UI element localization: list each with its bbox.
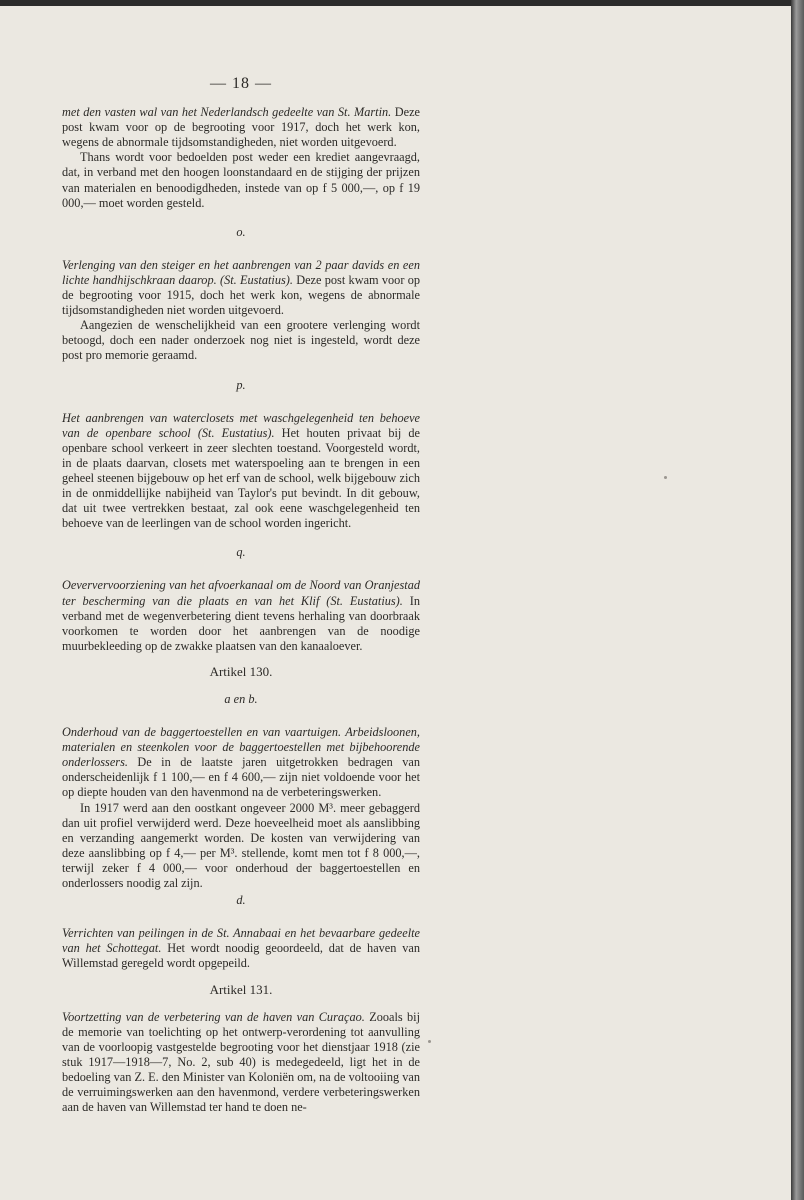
section-label-p: p. xyxy=(236,377,246,392)
italic-heading: Oeververvoorziening van het afvoerkanaal om de Noord van Oranjestad ter bescherming van die plaats en van het Klif (St. Eustatius). xyxy=(62,578,420,608)
italic-heading: met den vasten wal van het Nederlandsch gedeelte van St. Martin. xyxy=(62,105,392,120)
section-label-q: q. xyxy=(236,545,246,560)
paragraph-text: Het houten privaat bij de openbare school verkeert in zeer slechten toestand. Voorgesteld wordt, in de plaats daarvan, closets met waterspoeling aan te brengen in een geheel steenen bijgebouw op het erf van de school, welk bijgebouw zich in de onmiddellijke nabijheid van Taylor's put bevindt. In dit gebouw, dat uit twee vertrekken bestaat, zal ook eene waschgelegenheid ten behoeve van de leerlingen van de school worden ingericht. xyxy=(62,425,420,531)
paragraph xyxy=(62,1010,420,1116)
article-heading: Artikel 131. xyxy=(209,981,273,997)
italic-heading: Verlenging van den steiger en het aanbrengen van 2 paar davids en een lichte handhijschkraan daarop. (St. Eustatius). xyxy=(62,257,420,287)
paragraph xyxy=(62,105,420,150)
paragraph xyxy=(62,258,420,318)
section-label-o: o. xyxy=(236,224,246,239)
paragraph: In 1917 werd aan den oostkant ongeveer 2000 M³. meer gebaggerd dan uit profiel verwijderd werd. Deze hoeveelheid moet als aanslibbing en verzanding aangemerkt worden. De kosten van verwijdering van deze aanslibbing op f 4,— per M³. stellende, komt men tot f 8 000,—, terwijl zeker f 4 000,— voor onderhoud der baggertoestellen en onderlossers noodig zal zijn. xyxy=(62,800,420,891)
article-heading: Artikel 130. xyxy=(209,663,273,679)
scanner-edge xyxy=(791,0,804,1200)
paper-speck xyxy=(664,476,667,479)
italic-heading: Voortzetting van de verbetering van de haven van Curaçao. xyxy=(62,1009,365,1024)
document-page xyxy=(0,6,793,1200)
paragraph xyxy=(62,578,420,653)
paragraph-text: Het wordt noodig geoordeeld, dat de haven van Willemstad geregeld wordt opgepeild. xyxy=(62,941,420,971)
paragraph xyxy=(62,411,420,532)
italic-heading: Verrichten van peilingen in de St. Annabaai en het bevaarbare gedeelte van het Schottegat. xyxy=(62,926,420,956)
section-label-d: d. xyxy=(236,893,246,908)
paragraph-text: In verband met de wegenverbetering dient tevens herhaling van doorbraak voorkomen te worden door het aanbrengen van de noodige muurbekleeding op de zwakke plaatsen van den kanaaloever. xyxy=(62,593,420,653)
paragraph-text: Zooals bij de memorie van toelichting op het ontwerp-verordening tot aanvulling van de voorloopig vastgestelde begrooting voor het dienstjaar 1918 (zie stuk 1917—1918—7, No. 2, sub 40) is medegedeeld, ligt het in de bedoeling van Z. E. den Minister van Koloniën om, na de voltooiing van de verruimingswerken aan den havenmond, verdere verbeteringswerken aan de haven van Willemstad ter hand te doen ne- xyxy=(62,1009,420,1115)
paper-speck xyxy=(428,1040,431,1043)
italic-heading: Onderhoud van de baggertoestellen en van vaartuigen. Arbeidsloonen, materialen en steenkolen voor de baggertoestellen met bijbehoorende onderlossers. xyxy=(62,725,420,770)
section-label-ab: a en b. xyxy=(224,692,258,706)
paragraph-text: Deze post kwam voor op de begrooting voor 1915, doch het werk kon, wegens de abnormale tijdsomstandigheden niet worden uitgevoerd. xyxy=(62,272,421,318)
paragraph: Thans wordt voor bedoelden post weder een krediet aangevraagd, dat, in verband met den hoogen loonstandaard en de stijging der prijzen van materialen en benoodigdheden, instede van op f 5 000,—, op f 19 000,— moet worden gesteld. xyxy=(62,150,420,210)
paragraph-text: Deze post kwam voor op de begrooting voor 1917, doch het werk kon, wegens de abnormale tijdsomstandigheden, niet worden uitgevoerd. xyxy=(62,105,420,150)
page-content xyxy=(62,76,420,1115)
paragraph xyxy=(62,926,420,971)
paragraph: Aangezien de wenschelijkheid van een grootere verlenging wordt betoogd, doch een nader onderzoek nog niet is ingesteld, wordt deze post pro memorie geraamd. xyxy=(62,318,420,363)
page-number: — 18 — xyxy=(210,75,272,92)
italic-heading: Het aanbrengen van waterclosets met waschgelegenheid ten behoeve van de openbare school (St. Eustatius). xyxy=(62,410,420,440)
paragraph xyxy=(62,725,420,800)
paragraph-text: De in de laatste jaren uitgetrokken bedragen van onderscheidenlijk f 1 100,— en f 4 600,— zijn niet voldoende voor het op diepte houden van den havenmond na de verbeteringswerken. xyxy=(62,755,420,800)
